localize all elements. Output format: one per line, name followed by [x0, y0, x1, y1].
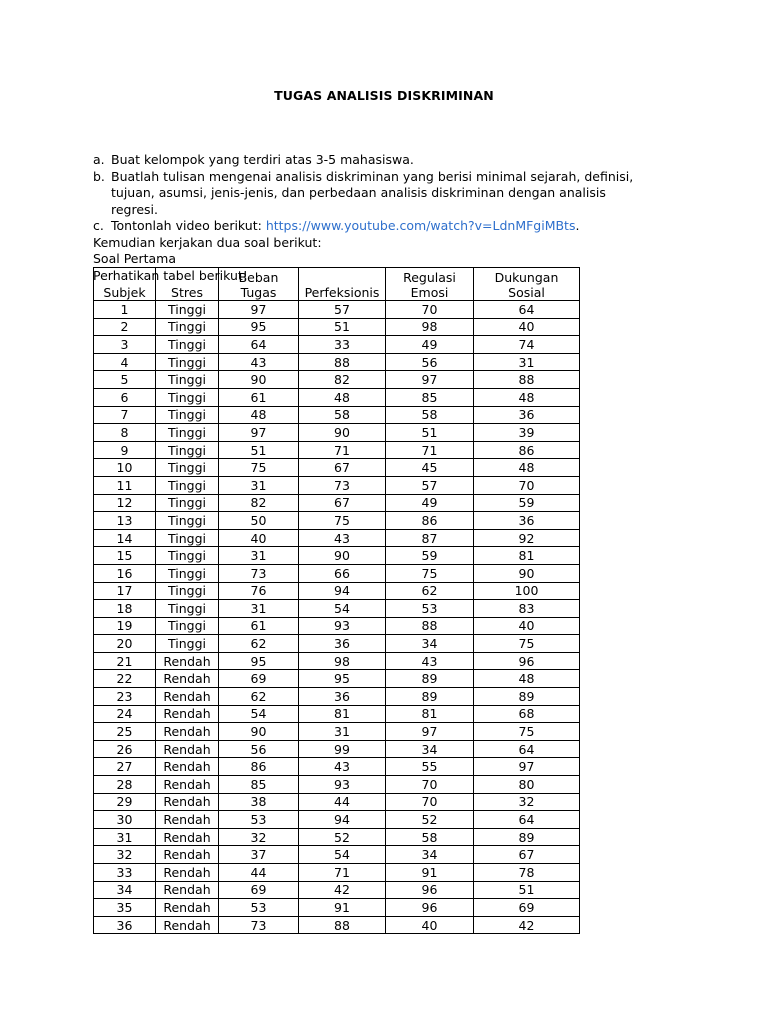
table-row	[94, 776, 580, 794]
table-cell: Tinggi	[156, 635, 219, 653]
table-cell: 71	[299, 864, 386, 882]
table-row	[94, 899, 580, 917]
table-cell: 59	[386, 547, 474, 565]
table-cell: 58	[386, 828, 474, 846]
table-cell: 23	[94, 688, 156, 706]
instruction-text: Buatlah tulisan mengenai analisis diskriminan yang berisi minimal sejarah, definisi, tujuan, asumsi, jenis-jenis, dan perbedaan analisis diskriminan dengan analisis regresi.	[111, 168, 634, 217]
table-cell: 75	[299, 512, 386, 530]
table-cell: 61	[219, 617, 299, 635]
table-row	[94, 494, 580, 512]
table-cell: 98	[386, 318, 474, 336]
table-cell: 86	[219, 758, 299, 776]
table-row	[94, 635, 580, 653]
table-cell: 88	[474, 371, 580, 389]
table-cell: 51	[386, 424, 474, 442]
table-cell: 43	[386, 652, 474, 670]
table-cell: 34	[386, 740, 474, 758]
table-cell: 67	[299, 459, 386, 477]
youtube-link[interactable]: https://www.youtube.com/watch?v=LdnMFgiMBts	[265, 218, 576, 233]
table-cell: Tinggi	[156, 617, 219, 635]
table-cell: 64	[474, 301, 580, 319]
table-cell: Tinggi	[156, 301, 219, 319]
table-cell: 40	[219, 529, 299, 547]
table-row	[94, 441, 580, 459]
table-row	[94, 600, 580, 618]
table-cell: 99	[299, 740, 386, 758]
table-cell: 66	[299, 564, 386, 582]
table-cell: 31	[219, 476, 299, 494]
table-cell: 11	[94, 476, 156, 494]
table-cell: 75	[386, 564, 474, 582]
table-row	[94, 476, 580, 494]
header-subjek: Subjek	[94, 268, 156, 301]
table-cell: Tinggi	[156, 388, 219, 406]
table-row	[94, 459, 580, 477]
table-cell: Rendah	[156, 723, 219, 741]
table-cell: Rendah	[156, 705, 219, 723]
table-row	[94, 512, 580, 530]
table-cell: 97	[386, 371, 474, 389]
table-cell: Tinggi	[156, 406, 219, 424]
table-cell: 96	[386, 881, 474, 899]
table-cell: 57	[299, 301, 386, 319]
table-cell: 17	[94, 582, 156, 600]
table-cell: 29	[94, 793, 156, 811]
table-cell: 54	[219, 705, 299, 723]
table-cell: Rendah	[156, 881, 219, 899]
table-row	[94, 388, 580, 406]
table-row	[94, 318, 580, 336]
table-cell: 49	[386, 336, 474, 354]
table-cell: 64	[474, 811, 580, 829]
table-cell: 45	[386, 459, 474, 477]
table-cell: 21	[94, 652, 156, 670]
table-cell: 81	[299, 705, 386, 723]
table-cell: 57	[386, 476, 474, 494]
table-cell: 67	[474, 846, 580, 864]
table-cell: 20	[94, 635, 156, 653]
table-cell: 97	[474, 758, 580, 776]
table-cell: Tinggi	[156, 512, 219, 530]
table-cell: 39	[474, 424, 580, 442]
table-cell: Rendah	[156, 688, 219, 706]
table-cell: 82	[299, 371, 386, 389]
header-regulasi-emosi: Regulasi Emosi	[386, 268, 474, 301]
table-cell: 2	[94, 318, 156, 336]
table-cell: 37	[219, 846, 299, 864]
table-cell: 95	[299, 670, 386, 688]
table-cell: Tinggi	[156, 476, 219, 494]
table-row	[94, 793, 580, 811]
table-cell: 53	[219, 811, 299, 829]
table-cell: Tinggi	[156, 547, 219, 565]
table-cell: 56	[386, 353, 474, 371]
table-cell: 78	[474, 864, 580, 882]
table-body	[94, 301, 580, 934]
table-row	[94, 547, 580, 565]
table-cell: 96	[474, 652, 580, 670]
table-cell: 26	[94, 740, 156, 758]
table-cell: 74	[474, 336, 580, 354]
table-cell: Tinggi	[156, 424, 219, 442]
table-cell: 71	[299, 441, 386, 459]
table-row	[94, 846, 580, 864]
table-cell: 88	[299, 916, 386, 934]
table-cell: 62	[386, 582, 474, 600]
table-row	[94, 881, 580, 899]
table-cell: 91	[386, 864, 474, 882]
table-cell: 64	[219, 336, 299, 354]
header-dukungan-sosial: Dukungan Sosial	[474, 268, 580, 301]
table-row	[94, 811, 580, 829]
list-marker: b.	[93, 168, 105, 184]
instruction-text: Buat kelompok yang terdiri atas 3-5 mahasiswa.	[111, 152, 414, 167]
table-cell: 90	[474, 564, 580, 582]
table-cell: 94	[299, 811, 386, 829]
table-cell: 53	[219, 899, 299, 917]
table-cell: 70	[386, 793, 474, 811]
instruction-text: Tontonlah video berikut:	[111, 218, 266, 233]
table-cell: 94	[299, 582, 386, 600]
table-cell: 28	[94, 776, 156, 794]
table-cell: Rendah	[156, 776, 219, 794]
table-cell: 82	[219, 494, 299, 512]
table-cell: 64	[474, 740, 580, 758]
table-cell: 54	[299, 846, 386, 864]
table-cell: 14	[94, 529, 156, 547]
table-cell: 61	[219, 388, 299, 406]
table-cell: 93	[299, 617, 386, 635]
table-cell: 40	[474, 318, 580, 336]
table-cell: 12	[94, 494, 156, 512]
table-row	[94, 424, 580, 442]
table-cell: 31	[94, 828, 156, 846]
table-cell: 71	[386, 441, 474, 459]
table-cell: 75	[219, 459, 299, 477]
table-cell: 92	[474, 529, 580, 547]
table-cell: 15	[94, 547, 156, 565]
table-cell: Tinggi	[156, 529, 219, 547]
list-marker: c.	[93, 218, 104, 233]
table-cell: Tinggi	[156, 441, 219, 459]
table-cell: 76	[219, 582, 299, 600]
table-cell: 10	[94, 459, 156, 477]
table-cell: 31	[299, 723, 386, 741]
table-cell: Rendah	[156, 916, 219, 934]
table-row	[94, 336, 580, 354]
table-cell: Rendah	[156, 652, 219, 670]
table-cell: 67	[299, 494, 386, 512]
table-cell: 56	[219, 740, 299, 758]
table-cell: 16	[94, 564, 156, 582]
table-row	[94, 617, 580, 635]
table-cell: 97	[386, 723, 474, 741]
table-cell: 90	[219, 723, 299, 741]
table-cell: 58	[299, 406, 386, 424]
table-cell: 52	[299, 828, 386, 846]
table-cell: Rendah	[156, 740, 219, 758]
table-cell: 43	[219, 353, 299, 371]
instruction-item-b	[93, 169, 653, 219]
table-cell: 36	[299, 688, 386, 706]
table-cell: 36	[474, 406, 580, 424]
table-cell: 69	[219, 670, 299, 688]
table-cell: 98	[299, 652, 386, 670]
table-cell: Rendah	[156, 828, 219, 846]
table-row	[94, 916, 580, 934]
table-cell: Tinggi	[156, 353, 219, 371]
table-cell: Tinggi	[156, 582, 219, 600]
table-cell: 90	[219, 371, 299, 389]
instruction-item-c	[93, 218, 653, 235]
instruction-item-a	[93, 152, 653, 169]
table-cell: 50	[219, 512, 299, 530]
table-cell: 40	[386, 916, 474, 934]
table-header-row	[94, 268, 580, 301]
table-cell: 48	[219, 406, 299, 424]
table-cell: 13	[94, 512, 156, 530]
table-cell: 48	[474, 388, 580, 406]
table-cell: 89	[386, 688, 474, 706]
table-cell: 62	[219, 635, 299, 653]
table-cell: 32	[474, 793, 580, 811]
table-cell: 51	[299, 318, 386, 336]
table-cell: 88	[386, 617, 474, 635]
table-cell: 89	[474, 828, 580, 846]
table-cell: 85	[386, 388, 474, 406]
table-intro: Perhatikan tabel berikut!	[93, 267, 248, 283]
table-cell: 36	[94, 916, 156, 934]
table-row	[94, 353, 580, 371]
table-cell: 34	[386, 846, 474, 864]
table-cell: 81	[386, 705, 474, 723]
table-cell: 69	[474, 899, 580, 917]
table-cell: 90	[299, 424, 386, 442]
instruction-line: Kemudian kerjakan dua soal berikut:	[93, 234, 322, 250]
table-cell: 31	[474, 353, 580, 371]
table-cell: 96	[386, 899, 474, 917]
table-cell: Tinggi	[156, 371, 219, 389]
table-row	[94, 758, 580, 776]
table-row	[94, 529, 580, 547]
table-row	[94, 864, 580, 882]
table-cell: 68	[474, 705, 580, 723]
table-cell: 27	[94, 758, 156, 776]
table-cell: 51	[219, 441, 299, 459]
table-row	[94, 705, 580, 723]
table-cell: 32	[94, 846, 156, 864]
table-cell: 36	[299, 635, 386, 653]
table-row	[94, 582, 580, 600]
instruction-suffix: .	[575, 218, 580, 233]
header-perfeksionis: Perfeksionis	[299, 268, 386, 301]
table-cell: Rendah	[156, 793, 219, 811]
table-row	[94, 652, 580, 670]
table-cell: 95	[219, 318, 299, 336]
table-cell: 73	[219, 564, 299, 582]
table-cell: Rendah	[156, 670, 219, 688]
table-cell: 55	[386, 758, 474, 776]
table-cell: 5	[94, 371, 156, 389]
table-cell: Rendah	[156, 758, 219, 776]
table-row	[94, 723, 580, 741]
table-cell: 70	[386, 301, 474, 319]
data-table	[93, 267, 580, 934]
table-cell: 51	[474, 881, 580, 899]
table-cell: 19	[94, 617, 156, 635]
table-cell: 44	[299, 793, 386, 811]
table-cell: 22	[94, 670, 156, 688]
table-cell: 97	[219, 424, 299, 442]
table-cell: 54	[299, 600, 386, 618]
table-cell: Tinggi	[156, 459, 219, 477]
table-row	[94, 406, 580, 424]
table-cell: Rendah	[156, 811, 219, 829]
table-cell: 38	[219, 793, 299, 811]
table-cell: 69	[219, 881, 299, 899]
table-cell: Rendah	[156, 864, 219, 882]
table-cell: 58	[386, 406, 474, 424]
table-cell: 97	[219, 301, 299, 319]
page-title: TUGAS ANALISIS DISKRIMINAN	[274, 88, 494, 103]
table-row	[94, 564, 580, 582]
table-cell: 18	[94, 600, 156, 618]
table-cell: 83	[474, 600, 580, 618]
table-row	[94, 670, 580, 688]
table-cell: 75	[474, 723, 580, 741]
table-cell: 42	[474, 916, 580, 934]
table-cell: 36	[474, 512, 580, 530]
table-cell: 44	[219, 864, 299, 882]
table-cell: 59	[474, 494, 580, 512]
table-cell: 30	[94, 811, 156, 829]
table-cell: 62	[219, 688, 299, 706]
table-cell: 32	[219, 828, 299, 846]
table-row	[94, 688, 580, 706]
table-cell: 6	[94, 388, 156, 406]
table-cell: Tinggi	[156, 494, 219, 512]
table-cell: 48	[474, 459, 580, 477]
table-cell: 49	[386, 494, 474, 512]
table-cell: 43	[299, 758, 386, 776]
table-cell: 25	[94, 723, 156, 741]
table-cell: Rendah	[156, 899, 219, 917]
table-cell: 34	[94, 881, 156, 899]
table-cell: Rendah	[156, 846, 219, 864]
header-stres: Stres	[156, 268, 219, 301]
table-cell: 1	[94, 301, 156, 319]
table-cell: 70	[474, 476, 580, 494]
table-row	[94, 301, 580, 319]
table-cell: 7	[94, 406, 156, 424]
table-cell: Tinggi	[156, 336, 219, 354]
table-row	[94, 740, 580, 758]
table-cell: 70	[386, 776, 474, 794]
table-cell: 88	[299, 353, 386, 371]
table-cell: 40	[474, 617, 580, 635]
instructions	[93, 152, 653, 284]
table-cell: 93	[299, 776, 386, 794]
table-cell: 87	[386, 529, 474, 547]
table-cell: Tinggi	[156, 600, 219, 618]
table-cell: 24	[94, 705, 156, 723]
table-cell: 52	[386, 811, 474, 829]
table-cell: 81	[474, 547, 580, 565]
table-cell: 33	[299, 336, 386, 354]
table-cell: 75	[474, 635, 580, 653]
table-cell: 73	[299, 476, 386, 494]
header-beban-tugas: Beban Tugas	[219, 268, 299, 301]
table-cell: 3	[94, 336, 156, 354]
table-cell: 9	[94, 441, 156, 459]
table-cell: 33	[94, 864, 156, 882]
table-cell: 48	[474, 670, 580, 688]
table-cell: 53	[386, 600, 474, 618]
table-cell: 31	[219, 547, 299, 565]
table-cell: 95	[219, 652, 299, 670]
table-cell: 73	[219, 916, 299, 934]
section-heading: Soal Pertama	[93, 251, 177, 266]
table-cell: 85	[219, 776, 299, 794]
table-cell: 80	[474, 776, 580, 794]
table-cell: Tinggi	[156, 318, 219, 336]
table-cell: 89	[474, 688, 580, 706]
table-cell: 34	[386, 635, 474, 653]
table-cell: 42	[299, 881, 386, 899]
table-cell: 86	[474, 441, 580, 459]
table-cell: 91	[299, 899, 386, 917]
table-row	[94, 371, 580, 389]
table-cell: 86	[386, 512, 474, 530]
list-marker: a.	[93, 152, 105, 167]
table-cell: 90	[299, 547, 386, 565]
table-cell: 100	[474, 582, 580, 600]
table-cell: 4	[94, 353, 156, 371]
table-cell: 48	[299, 388, 386, 406]
table-row	[94, 828, 580, 846]
table-cell: 8	[94, 424, 156, 442]
table-cell: Tinggi	[156, 564, 219, 582]
table-cell: 35	[94, 899, 156, 917]
table-cell: 89	[386, 670, 474, 688]
table-cell: 43	[299, 529, 386, 547]
table-cell: 31	[219, 600, 299, 618]
